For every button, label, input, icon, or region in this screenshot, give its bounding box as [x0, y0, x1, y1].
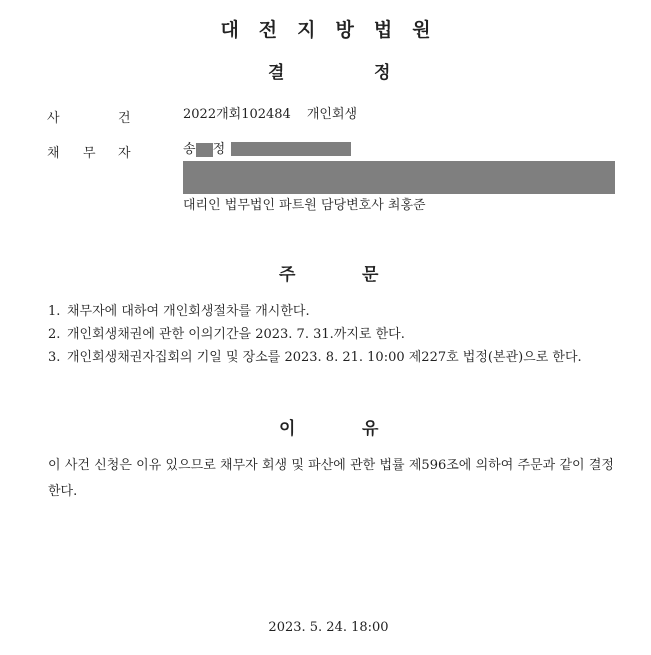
order-num: 2.: [48, 327, 61, 342]
debtor-agent: 대리인 법무법인 파트원 담당변호사 최홍준: [183, 198, 426, 213]
debtor-name-first: 송: [183, 142, 196, 157]
case-label-char-2: 건: [118, 111, 131, 126]
name-redaction: [196, 143, 213, 157]
order-num: 3.: [48, 350, 61, 365]
order-text: 개인회생채권에 관한 이의기간을 2023. 7. 31.까지로 한다.: [67, 327, 405, 342]
decision-date: 2023. 5. 24. 18:00: [268, 620, 389, 635]
order-item: [48, 346, 616, 369]
debtor-name: [183, 138, 225, 161]
doc-type-char-2: 정: [374, 63, 391, 83]
debtor-label-char-1: 채: [47, 146, 60, 161]
court-name: 대전지방법원: [220, 19, 451, 41]
debtor-label-char-3: 자: [118, 146, 131, 161]
order-text: 개인회생채권자집회의 기일 및 장소를 2023. 8. 21. 10:00 제227호 법정(본관)으로 한다.: [67, 350, 582, 365]
case-type: 개인회생: [306, 107, 358, 122]
order-item: [48, 300, 616, 323]
case-number: [183, 103, 357, 126]
reason-text: 이 사건 신청은 이유 있으므로 채무자 회생 및 파산에 관한 법률 제596조에 의하여 주문과 같이 결정한다.: [48, 458, 614, 499]
address-redaction-1: [231, 142, 351, 156]
order-text: 채무자에 대하여 개인회생절차를 개시한다.: [67, 304, 310, 319]
address-redaction-2: [183, 161, 615, 194]
debtor-name-last: 정: [212, 142, 226, 157]
case-label-char-1: 사: [47, 111, 60, 126]
order-item: [48, 323, 616, 346]
reason-heading-char-1: 이: [279, 419, 296, 439]
order-num: 1.: [48, 304, 61, 319]
main-heading-char-2: 문: [362, 265, 379, 285]
debtor-label-char-2: 무: [83, 146, 96, 161]
orders-list: [48, 300, 616, 369]
doc-type-char-1: 결: [268, 63, 285, 83]
case-number-value: 2022개회102484: [183, 107, 291, 122]
reason-heading-char-2: 유: [362, 419, 379, 439]
main-heading-char-1: 주: [279, 265, 296, 285]
